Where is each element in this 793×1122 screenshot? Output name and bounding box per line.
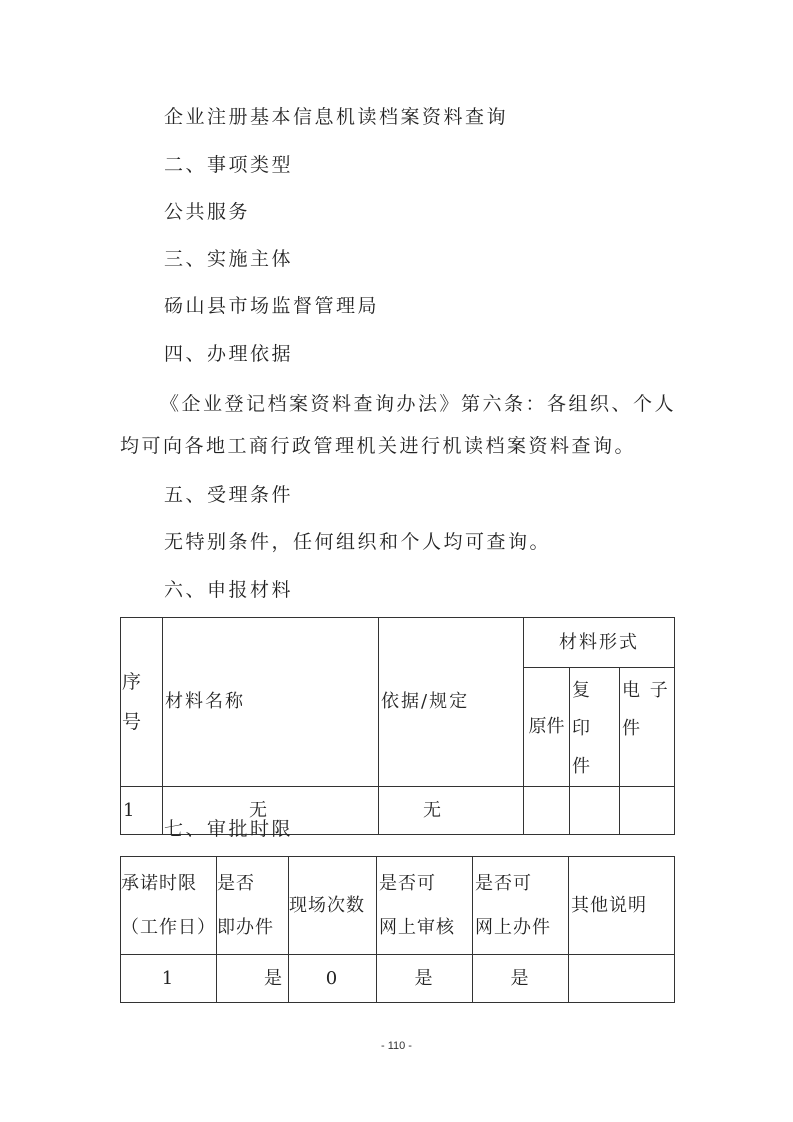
heading-implementer: 三、实施主体	[164, 248, 294, 270]
header-basis: 依据/规定	[379, 618, 524, 787]
materials-table	[120, 617, 675, 835]
page-number: - 110 -	[381, 1040, 412, 1052]
header-seq: 序号	[121, 618, 163, 787]
header-other-notes: 其他说明	[569, 857, 675, 955]
heading-item-type: 二、事项类型	[164, 154, 294, 176]
header-online-handle	[473, 857, 569, 955]
body-line-title: 企业注册基本信息机读档案资料查询	[164, 106, 509, 128]
body-line-basis-1: 《企业登记档案资料查询办法》第六条：各组织、个人	[160, 393, 677, 415]
header-online-review-line-2: 网上审核	[379, 916, 455, 938]
header-online-handle-line-2: 网上办件	[475, 916, 551, 938]
heading-basis: 四、办理依据	[164, 343, 294, 365]
header-material-name: 材料名称	[163, 618, 379, 787]
cell-seq: 1	[121, 787, 163, 835]
cell-material-name: 无	[163, 787, 379, 835]
cell-online-review: 是	[377, 955, 473, 1003]
cell-online-handle: 是	[473, 955, 569, 1003]
time-limit-table	[120, 856, 675, 1003]
cell-copy	[570, 787, 620, 835]
body-line-basis-2: 均可向各地工商行政管理机关进行机读档案资料查询。	[120, 435, 637, 457]
table-row	[121, 955, 675, 1003]
header-instant	[217, 857, 289, 955]
header-online-handle-line-1: 是否可	[475, 872, 532, 894]
body-line-conditions: 无特别条件，任何组织和个人均可查询。	[164, 531, 552, 553]
cell-other-notes	[569, 955, 675, 1003]
cell-instant: 是	[217, 955, 289, 1003]
header-online-review	[377, 857, 473, 955]
cell-visits: 0	[289, 955, 377, 1003]
cell-original	[524, 787, 570, 835]
cell-basis: 无	[379, 787, 524, 835]
header-visits: 现场次数	[289, 857, 377, 955]
header-copy-line-1: 复 印	[572, 680, 592, 739]
heading-time-limit: 七、审批时限	[164, 818, 294, 840]
body-line-implementer: 砀山县市场监督管理局	[164, 295, 380, 317]
header-instant-line-1: 是否	[217, 872, 255, 894]
heading-materials: 六、申报材料	[164, 579, 294, 601]
header-promise-line-1: 承诺时限	[121, 872, 197, 894]
cell-promise-limit: 1	[121, 955, 217, 1003]
heading-conditions: 五、受理条件	[164, 484, 294, 506]
header-online-review-line-1: 是否可	[379, 872, 436, 894]
header-promise-line-2: （工作日）	[121, 916, 216, 938]
header-copy-line-2: 件	[572, 756, 592, 777]
header-electronic-line-1: 电 子	[622, 680, 670, 701]
header-promise-limit	[121, 857, 217, 955]
header-original: 原件	[524, 668, 570, 787]
header-instant-line-2: 即办件	[217, 916, 274, 938]
header-electronic	[620, 668, 675, 787]
header-material-form: 材料形式	[524, 618, 675, 668]
header-copy	[570, 668, 620, 787]
cell-electronic	[620, 787, 675, 835]
body-line-item-type: 公共服务	[164, 201, 251, 223]
header-electronic-line-2: 件	[622, 718, 642, 739]
